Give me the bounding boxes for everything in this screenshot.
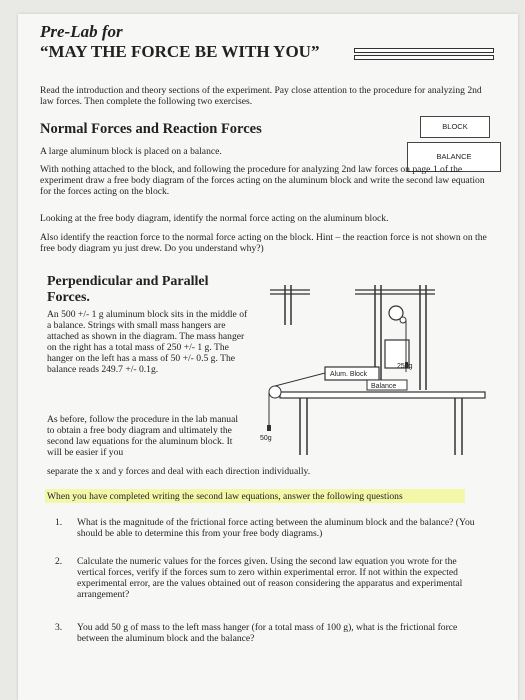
question-item [55, 517, 485, 539]
with-nothing-text: With nothing attached to the block, and following the procedure for analyzing 2nd law forces on page 1 of the experiment draw a free body diagram of the forces acting on the aluminum block and write the second law equation for the forces acting on the block. [40, 164, 485, 197]
as-before-paragraph: As before, follow the procedure in the lab manual to obtain a free body diagram and ultimately the second law equations for the aluminum block. It will be easier if you [47, 414, 239, 458]
balance-label: Balance [371, 383, 397, 390]
question-item [55, 622, 485, 644]
large-block-text: A large aluminum block is placed on a balance. [40, 146, 222, 157]
page-title-line2: “MAY THE FORCE BE WITH YOU” [40, 42, 320, 61]
also-identify-text: Also identify the reaction force to the normal force acting on the block. Hint – the reaction force is not shown on the free body diagram yu just drew. Do you understand why?) [40, 232, 487, 254]
page-title-line1: Pre-Lab for [40, 22, 123, 41]
question-text: Calculate the numeric values for the forces given. Using the second law equation you wrote for the vertical forces, verify if the forces sum to zero within experimental error. If not within the expected experimental error, are the values obtained out of reason considering the apparatus and experimental arrangement? [77, 556, 463, 600]
balance-figure-label: BALANCE [407, 142, 501, 172]
question-number: 1. [55, 517, 63, 528]
question-text: What is the magnitude of the frictional force acting between the aluminum block and the balance? (You should be able to determine this from your free body diagrams.) [77, 517, 475, 539]
perpendicular-heading: Perpendicular and Parallel Forces. [47, 274, 209, 305]
question-number: 3. [55, 622, 63, 633]
question-item [55, 556, 485, 600]
intro-paragraph: Read the introduction and theory sections of the experiment. Pay close attention to the procedure for analyzing 2nd law forces. Then complete the following two exercises. [40, 85, 482, 107]
alum-block-label: Alum. Block [330, 371, 367, 378]
when-completed-text: When you have completed writing the second law equations, answer the following questions [47, 491, 403, 502]
title-decorative-bars [354, 48, 494, 64]
perpendicular-paragraph: An 500 +/- 1 g aluminum block sits in the middle of a balance. Strings with small mass hangers are attached as shown in the diagram. The mass hanger on the right has a total mass of 250 +/- 1 g. The hanger on the left has a mass of 50 +/- 0.5 g. The balance reads 249.7 +/- 0.1g. [47, 309, 248, 375]
question-number: 2. [55, 556, 63, 567]
separate-forces-text: separate the x and y forces and deal with each direction individually. [47, 466, 311, 477]
pulley-apparatus-diagram [255, 280, 505, 480]
right-mass-label: 250g [397, 363, 413, 370]
question-text: You add 50 g of mass to the left mass hanger (for a total mass of 100 g), what is the frictional force between the aluminum block and the balance? [77, 622, 458, 644]
normal-forces-heading: Normal Forces and Reaction Forces [40, 121, 262, 137]
looking-text: Looking at the free body diagram, identify the normal force acting on the aluminum block. [40, 213, 389, 224]
left-mass-label: 50g [260, 435, 272, 442]
block-figure-label: BLOCK [420, 116, 490, 138]
